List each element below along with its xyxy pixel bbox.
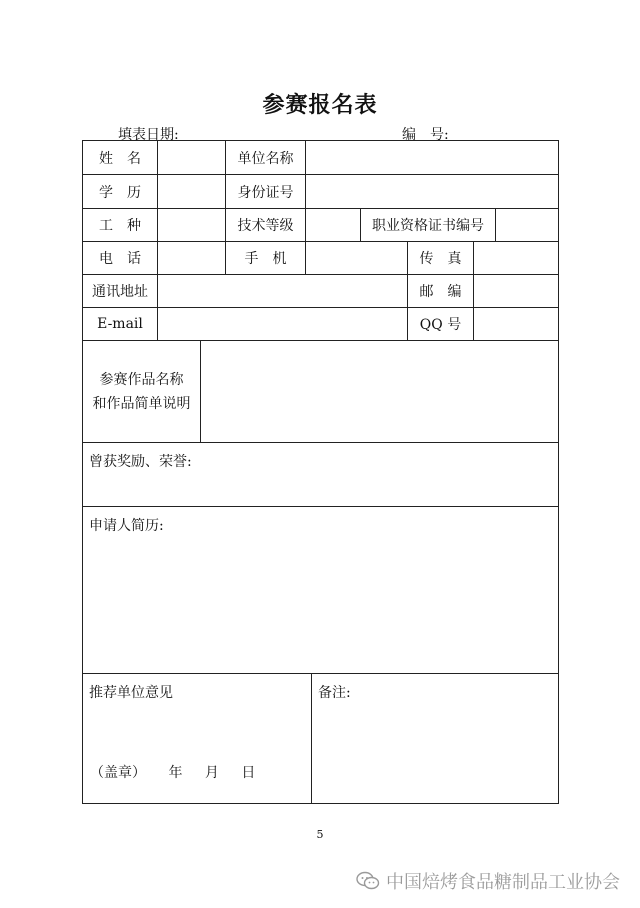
tech-level-label: 技术等级: [225, 209, 305, 242]
name-field[interactable]: [157, 140, 225, 175]
unit-name-label: 单位名称: [225, 140, 305, 175]
address-label: 通讯地址: [82, 275, 157, 308]
job-type-label: 工 种: [82, 209, 157, 242]
mobile-label: 手 机: [225, 242, 305, 275]
work-description-label: 参赛作品名称 和作品简单说明: [82, 341, 200, 443]
tech-level-field[interactable]: [305, 209, 360, 242]
day-label: 日: [241, 765, 256, 781]
cert-number-label: 职业资格证书编号: [360, 209, 495, 242]
month-label: 月: [204, 765, 219, 781]
job-type-field[interactable]: [157, 209, 225, 242]
fax-field[interactable]: [473, 242, 559, 275]
name-label: 姓 名: [82, 140, 157, 175]
id-number-field[interactable]: [305, 175, 559, 209]
phone-field[interactable]: [157, 242, 225, 275]
fax-label: 传 真: [407, 242, 473, 275]
address-field[interactable]: [157, 275, 407, 308]
education-field[interactable]: [157, 175, 225, 209]
serial-number-label: 编 号:: [402, 127, 449, 143]
education-label: 学 历: [82, 175, 157, 209]
year-label: 年: [168, 765, 183, 781]
watermark-text: 中国焙烤食品糖制品工业协会: [386, 872, 620, 893]
awards-section[interactable]: 曾获奖励、荣誉:: [82, 443, 559, 507]
work-description-field[interactable]: [200, 341, 559, 443]
email-field[interactable]: [157, 308, 407, 341]
phone-label: 电 话: [82, 242, 157, 275]
stamp-label: （盖章）: [90, 765, 146, 781]
email-label: E-mail: [82, 308, 157, 341]
page-title: 参赛报名表: [262, 93, 378, 118]
watermark: [356, 868, 620, 894]
resume-section[interactable]: 申请人简历:: [82, 507, 559, 674]
wechat-icon: [356, 871, 380, 891]
unit-name-field[interactable]: [305, 140, 559, 175]
remarks-section[interactable]: 备注:: [311, 674, 559, 804]
recommend-section[interactable]: 推荐单位意见: [82, 674, 311, 804]
cert-number-field[interactable]: [495, 209, 559, 242]
stamp-date-line: [90, 762, 273, 782]
page-number: 5: [316, 828, 324, 841]
postcode-field[interactable]: [473, 275, 559, 308]
fill-date-label: 填表日期:: [118, 127, 179, 143]
id-number-label: 身份证号: [225, 175, 305, 209]
qq-label: QQ 号: [407, 308, 473, 341]
postcode-label: 邮 编: [407, 275, 473, 308]
mobile-field[interactable]: [305, 242, 407, 275]
qq-field[interactable]: [473, 308, 559, 341]
